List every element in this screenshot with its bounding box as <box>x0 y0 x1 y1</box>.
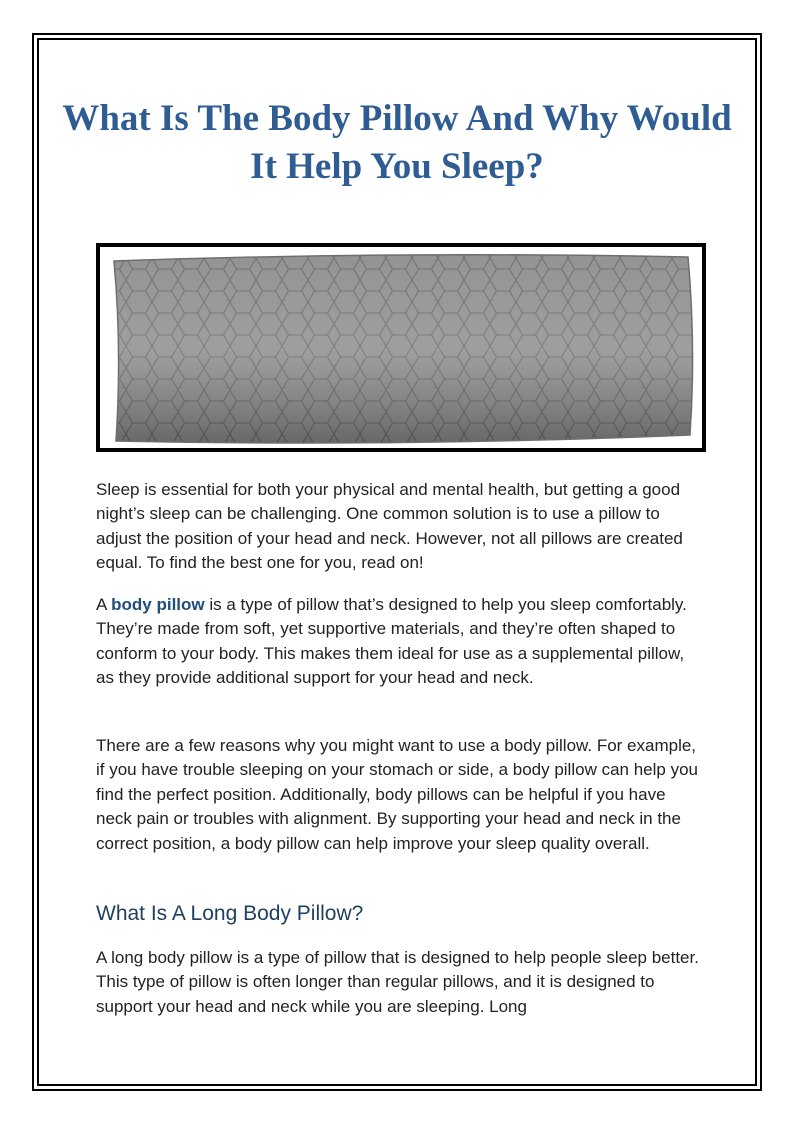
paragraph-long-body-pillow: A long body pillow is a type of pillow that is designed to help people sleep better. This type of pillow is often longer than regular pillows, and it is designed to support your head and neck while you are sleeping. Long <box>96 948 699 1016</box>
body-pillow-image <box>96 243 706 452</box>
paragraph-reasons: There are a few reasons why you might want to use a body pillow. For example, if you have trouble sleeping on your stomach or side, a body pillow can help you find the perfect position. Additionally, body pillows can be helpful if you have neck pain or troubles with alignment. By supporting your head and neck in the correct position, a body pillow can help improve your sleep quality overall. <box>96 736 698 853</box>
paragraph-body-pillow-definition <box>96 593 706 691</box>
paragraph-intro: Sleep is essential for both your physical and mental health, but getting a good night’s sleep can be challenging. One common solution is to use a pillow to adjust the position of your head and neck. However, not all pillows are created equal. To find the best one for you, read on! <box>96 480 683 573</box>
document-title: What Is The Body Pillow And Why Would It Help You Sleep? <box>62 98 732 187</box>
pillow-illustration <box>100 247 702 448</box>
paragraph-rest: is a type of pillow that’s designed to help you sleep comfortably. They’re made from soft, yet supportive materials, and they’re often shaped to conform to your body. This makes them ideal for use as a supplemental pillow, as they provide additional support for your head and neck. <box>96 595 687 688</box>
paragraph-prefix: A <box>96 595 112 614</box>
body-pillow-link[interactable]: body pillow <box>111 595 205 614</box>
section-heading: What Is A Long Body Pillow? <box>96 902 364 925</box>
